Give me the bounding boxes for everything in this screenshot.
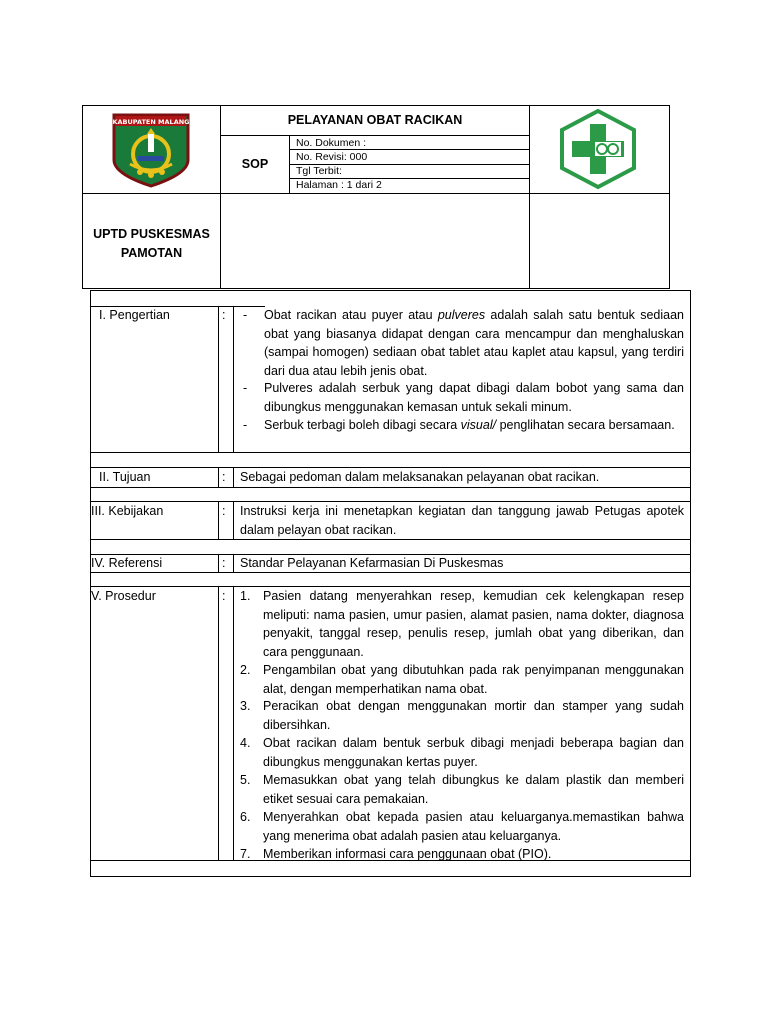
pengertian-colon: :: [222, 308, 226, 322]
referensi-text: Standar Pelayanan Kefarmasian Di Puskesmas: [240, 556, 504, 570]
pengertian-p1-end: adalah salah satu bentuk sediaan obat yang biasanya didapat dengan cara mencampur dan menghaluskan (sampai homogen) sediaan obat tablet atau kaplet atau kapsul, yang terdiri dari dua atau lebih jenis obat.: [264, 308, 685, 378]
pengertian-p1-start: Obat racikan atau puyer atau: [264, 308, 438, 322]
prosedur-step-text: Memberikan informasi cara penggunaan obat (PIO).: [263, 847, 552, 861]
prosedur-step-text: Peracikan obat dengan menggunakan mortir dan stamper yang sudah dibersihkan.: [263, 699, 684, 732]
document-title: PELAYANAN OBAT RACIKAN: [287, 113, 463, 127]
organization-line-1: UPTD PUSKESMAS: [93, 227, 210, 241]
puskesmas-logo: [557, 108, 639, 190]
page-number: Halaman : 1 dari 2: [296, 179, 382, 191]
prosedur-label: V. Prosedur: [91, 589, 156, 603]
tujuan-text: Sebagai pedoman dalam melaksanakan pelayanan obat racikan.: [240, 470, 600, 484]
pengertian-p3-start: Serbuk terbagi boleh dibagi secara: [264, 418, 461, 432]
pengertian-p1-italic: pulveres: [437, 308, 486, 322]
prosedur-step-text: Pasien datang menyerahkan resep, kemudian cek kelengkapan resep meliputi: nama pasien, umur pasien, alamat pasien, nama dokter, diagnosa penyakit, tanggal resep, penulis resep, jumlah obat yang diberikan, dan cara penggunaan.: [263, 589, 684, 659]
prosedur-step-text: Pengambilan obat yang dibutuhkan pada rak penyimpanan menggunakan alat, dengan memperhatikan nama obat.: [263, 663, 684, 696]
sop-label: SOP: [241, 157, 269, 171]
prosedur-step-text: Obat racikan dalam bentuk serbuk dibagi menjadi beberapa bagian dan dibungkus menggunakan kertas puyer.: [263, 736, 684, 769]
pengertian-bullet-1: -: [243, 308, 248, 322]
pengertian-paragraph-1: [264, 306, 684, 380]
prosedur-step-text: Menyerahkan obat kepada pasien atau keluarganya.memastikan bahwa yang menerima obat adalah pasien atau keluarganya.: [263, 810, 684, 843]
organization-name: [83, 225, 220, 262]
prosedur-step-number: 6.: [240, 810, 251, 824]
logo-left-text: KABUPATEN MALANG: [112, 118, 190, 126]
prosedur-step-number: 3.: [240, 699, 251, 713]
pengertian-paragraph-3: [264, 416, 684, 435]
issue-date: Tgl Terbit:: [296, 165, 342, 177]
revision-number: No. Revisi: 000: [296, 151, 368, 163]
prosedur-step-text: Memasukkan obat yang telah dibungkus ke dalam plastik dan memberi etiket sesuai cara pemakaian.: [263, 773, 684, 806]
prosedur-colon: :: [222, 589, 226, 603]
pengertian-bullet-2: -: [243, 381, 248, 395]
prosedur-step-number: 5.: [240, 773, 251, 787]
kabupaten-malang-logo: [108, 112, 194, 188]
pengertian-label: I. Pengertian: [99, 308, 170, 322]
organization-line-2: PAMOTAN: [120, 245, 183, 260]
prosedur-step-number: 4.: [240, 736, 251, 750]
referensi-label: IV. Referensi: [91, 556, 163, 570]
prosedur-step-number: 7.: [240, 847, 251, 861]
pengertian-p3-italic: visual/: [460, 418, 497, 432]
kebijakan-label: III. Kebijakan: [91, 504, 164, 518]
referensi-colon: :: [222, 556, 226, 570]
tujuan-colon: :: [222, 470, 226, 484]
tujuan-label: II. Tujuan: [99, 470, 151, 484]
kebijakan-colon: :: [222, 504, 226, 518]
kebijakan-text: Instruksi kerja ini menetapkan kegiatan dan tanggung jawab Petugas apotek dalam pelayan obat racikan.: [240, 504, 684, 537]
prosedur-step-number: 1.: [240, 589, 251, 603]
prosedur-step-number: 2.: [240, 663, 251, 677]
pengertian-paragraph-2: Pulveres adalah serbuk yang dapat dibagi dalam bobot yang sama dan dibungkus menggunakan kemasan untuk sekali minum.: [264, 381, 684, 414]
pengertian-p3-end: penglihatan secara bersamaan.: [496, 418, 675, 432]
doc-number: No. Dokumen :: [296, 137, 367, 149]
pengertian-bullet-3: -: [243, 418, 248, 432]
